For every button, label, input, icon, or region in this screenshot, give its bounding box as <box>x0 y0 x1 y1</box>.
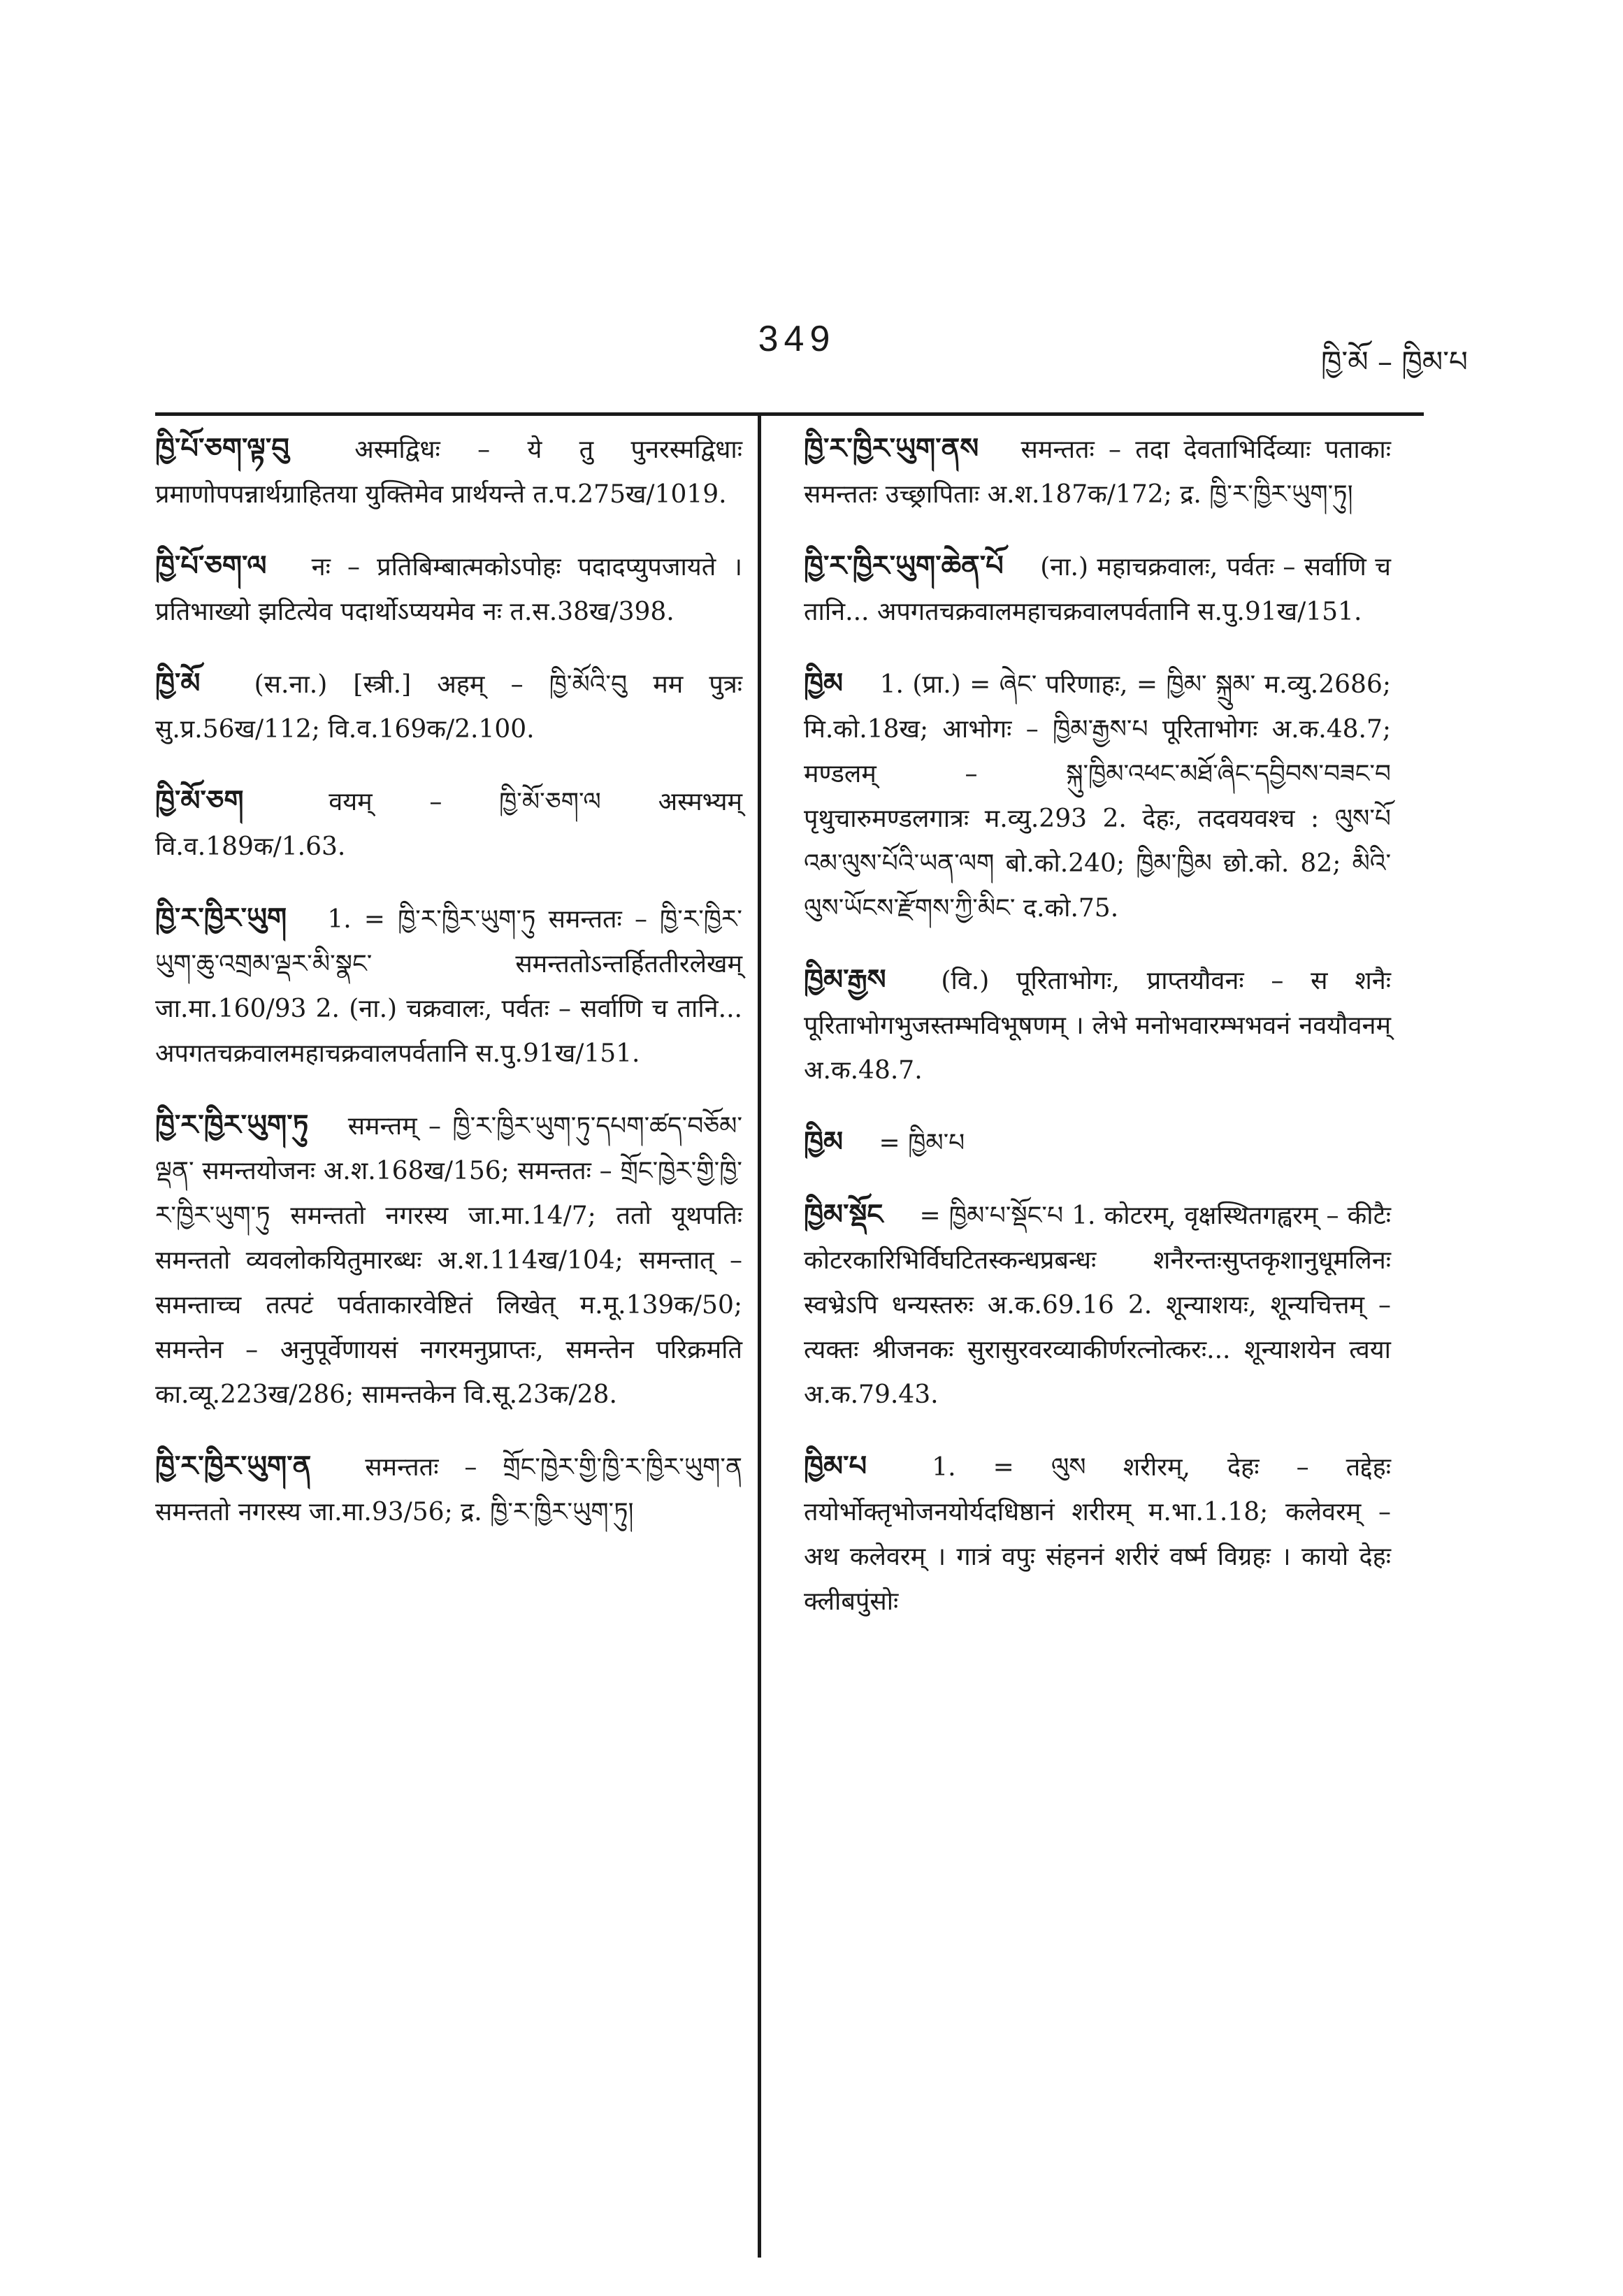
entry-text: समन्तम् – ཁྱི་ར་ཁྱིར་ཡུག་ཏུ་དཔག་ཚད་བཅོམ་ལྡན་ समन्तयोजनः अ.श.168ख/156; समन्ततः – གྲོང་ཁྱེར་གྱི་ཁྱི་ར་ཁྱིར་ཡུག་ཏུ समन्ततो नगरस्य जा.मा.14/7; ततो यूथपतिः समन्ततो व्यवलोकयितुमारब्धः अ.श.114ख/104; समन्तात् – समन्ताच्च तत्पटं पर्वताकारवेष्टितं लिखेत् म.मू.139क/50; समन्तेन – अनुपूर्वेणायसं नगरमनुप्राप्तः, समन्तेन परिक्रमति का.व्यू.223ख/286; सामन्तकेन वि.सू.23क/28. <box>155 1112 742 1409</box>
entry-headword: ཁྱི་ར་ཁྱིར་ཡུག <box>155 902 287 934</box>
column-divider <box>758 412 761 2258</box>
entry-headword: ཁྱི་ར་ཁྱིར་ཡུག་ནས <box>804 432 979 465</box>
dictionary-entry <box>804 1444 1391 1624</box>
entry-headword: ཁྱི་པོ་ཅག་ལྟ་བུ <box>155 432 289 465</box>
entry-headword: ཁྱི་ར་ཁྱིར་ཡུག་ཆེན་པོ <box>804 549 1004 582</box>
entry-headword: ཁྱི་མོ <box>155 667 201 700</box>
entry-text: (स.ना.) [स्त्री.] अहम् – ཁྱི་མོའི་བུ मम पुत्रः सु.प्र.56ख/112; वि.व.169क/2.100. <box>155 670 743 744</box>
entry-text: 1. = ལུས शरीरम्, देहः – तद्देहः तयोर्भोक्तृभोजनयोर्यदधिष्ठानं शरीरम् म.भा.1.18; कलेवरम् – अथ कलेवरम् । गात्रं वपुः संहननं शरीरं वर्ष्म विग्रहः । कायो देहः क्लीबपुंसोः <box>804 1453 1391 1616</box>
dictionary-entry <box>155 544 742 635</box>
entry-headword: ཁྱིམ་རྒྱས <box>804 963 886 996</box>
entry-text: (वि.) पूरिताभोगः, प्राप्तयौवनः – स शनैः पूरिताभोगभुजस्तम्भविभूषणम् । लेभे मनोभवारम्भभवनं नवयौवनम् अ.क.48.7. <box>804 967 1391 1085</box>
entry-text: अस्मद्विधः – ये तु पुनरस्मद्विधाः प्रमाणोपपन्नार्थग्राहितया युक्तिमेव प्रार्थयन्ते त.प.275ख/1019. <box>155 435 742 509</box>
entry-headword: ཁྱིམ་པ <box>804 1450 867 1482</box>
running-head: ཁྱི་མོ – ཁྱིམ་པ <box>1320 345 1468 379</box>
entry-text: नः – प्रतिबिम्बात्मकोऽपोहः पदादप्युपजायते । प्रतिभाख्यो झटित्येव पदार्थोऽप्ययमेव नः त.स.38ख/398. <box>155 553 742 626</box>
entry-text: (ना.) महाचक्रवालः, पर्वतः – सर्वाणि च तानि... अपगतचक्रवालमहाचक्रवालपर्वतानि स.पु.91ख/151. <box>804 553 1392 626</box>
page-number: 349 <box>758 319 836 359</box>
entry-headword: ཁྱི་ར་ཁྱིར་ཡུག་ཏུ <box>155 1109 309 1141</box>
dictionary-entry <box>155 661 742 752</box>
dictionary-entry <box>155 1444 742 1535</box>
top-rule <box>155 412 1424 416</box>
dictionary-entry <box>804 1192 1391 1417</box>
dictionary-entry <box>155 896 742 1076</box>
dictionary-entry <box>155 779 742 869</box>
dictionary-entry <box>155 1103 742 1417</box>
entry-headword: ཁྱིམ <box>804 1125 844 1158</box>
entry-text: समन्ततः – གྲོང་ཁྱེར་གྱི་ཁྱི་ར་ཁྱིར་ཡུག་ན समन्ततो नगरस्य जा.मा.93/56; द्र. ཁྱི་ར་ཁྱིར་ཡུག་ཏུ། <box>155 1453 743 1526</box>
dictionary-entry <box>804 544 1391 635</box>
entry-text: 1. = ཁྱི་ར་ཁྱིར་ཡུག་ཏུ समन्ततः – ཁྱི་ར་ཁྱིར་ཡུག་ཆུ་འགྲམ་ལྡར་མི་སྣང་ समन्ततोऽन्तर्हिततीरलेखम् जा.मा.160/93 2. (ना.) चक्रवालः, पर्वतः – सर्वाणि च तानि... अपगतचक्रवालमहाचक्रवालपर्वतानि स.पु.91ख/151. <box>155 905 742 1068</box>
entry-headword: ཁྱི་མོ་ཅག <box>155 784 244 817</box>
dictionary-entry <box>804 661 1391 931</box>
entry-headword: ཁྱིམ་སྡོང <box>804 1198 883 1231</box>
dictionary-entry <box>804 426 1391 517</box>
dictionary-entry <box>804 1120 1391 1166</box>
left-column <box>155 426 742 1561</box>
entry-headword: ཁྱིམ <box>804 667 844 700</box>
entry-text: = ཁྱིམ་པ <box>879 1129 965 1157</box>
entry-text: = ཁྱིམ་པ་སྡོང་པ 1. कोटरम्, वृक्षस्थितगह्वरम् – कीटैः कोटरकारिभिर्विघटितस्कन्धप्रबन्धः शनैरन्तःसुप्तकृशानुधूमलिनः स्वभ्रेऽपि धन्यस्तरुः अ.क.69.16 2. शून्याशयः, शून्यचित्तम् – त्यक्तः श्रीजनकः सुरासुरवरव्याकीर्णरत्नोत्करः... शून्याशयेन त्वया अ.क.79.43. <box>804 1201 1391 1409</box>
entry-text: वयम् – ཁྱི་མོ་ཅག་ལ अस्मभ्यम् वि.व.189क/1.63. <box>155 788 742 861</box>
entry-text: 1. (प्रा.) = ཞེང་ परिणाहः, = ཁྱིམ་ སྐྲུམ་ म.व्यु.2686; मि.को.18ख; आभोगः – ཁྱིམ་རྒྱས་པ पूरिताभोगः अ.क.48.7; मण्डलम् – སྐུ་ཁྱིམ་འཕང་མཐོ་ཞིང་དབྱིབས་བཟང་བ पृथुचारुमण्डलगात्रः म.व्यु.293 2. देहः, तदवयवश्च : ལུས་པོ འམ་ལུས་པོའི་ཡན་ལག बो.को.240; ཁྱིམ་ཁྱིམ छो.को. 82; མིའི་ལུས་ཡོངས་རྫོགས་ཀྱི་མིང་ द.को.75. <box>804 670 1391 923</box>
entry-text: समन्ततः – तदा देवताभिर्दिव्याः पताकाः समन्ततः उच्छ्रापिताः अ.श.187क/172; द्र. ཁྱི་ར་ཁྱིར་ཡུག་ཏུ། <box>804 435 1391 509</box>
dictionary-entry <box>804 958 1391 1093</box>
dictionary-entry <box>155 426 742 517</box>
entry-headword: ཁྱི་ར་ཁྱིར་ཡུག་ན <box>155 1450 312 1482</box>
entry-headword: ཁྱི་པོ་ཅག་ལ <box>155 549 267 582</box>
right-column <box>804 426 1391 1651</box>
